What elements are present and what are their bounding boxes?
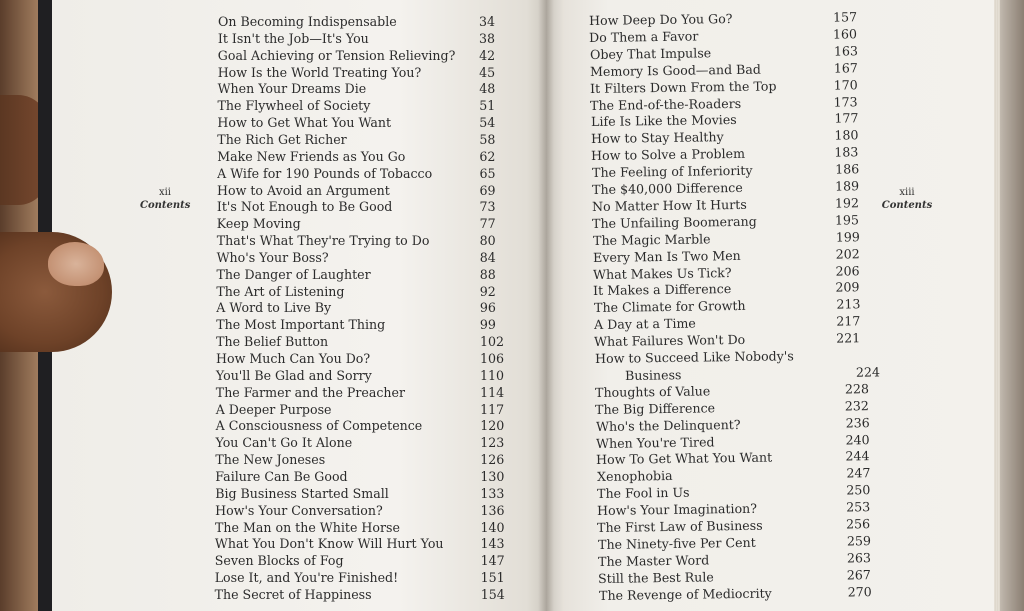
toc-entry-title: The Belief Button — [216, 334, 329, 350]
toc-entry-title: The $40,000 Difference — [591, 179, 743, 197]
toc-entry-page: 58 — [479, 131, 496, 147]
toc-entry-page: 192 — [834, 195, 860, 211]
toc-entry-title: Xenophobia — [596, 468, 673, 485]
toc-entry-page: 126 — [480, 452, 505, 468]
toc-entry-title: The Big Difference — [595, 400, 716, 417]
left-page-number: xii — [158, 187, 172, 198]
toc-entry-page: 267 — [846, 566, 872, 583]
toc-entry-page: 236 — [845, 414, 870, 431]
toc-entry-title: How to Solve a Problem — [591, 146, 746, 164]
toc-entry-title: How To Get What You Want — [596, 449, 773, 468]
toc-entry-page: 54 — [479, 115, 496, 131]
toc-entry-page: 270 — [847, 583, 872, 600]
toc-entry-title: It Filters Down From the Top — [590, 77, 777, 96]
toc-entry-title: Obey That Impulse — [589, 45, 711, 62]
toc-entry-title: What Makes Us Tick? — [593, 264, 732, 282]
toc-entry-title: The Secret of Happiness — [214, 586, 372, 602]
left-running-head: Contents — [140, 200, 191, 211]
toc-entry-title: When Your Dreams Die — [217, 81, 367, 97]
toc-entry-page: 106 — [480, 351, 505, 366]
toc-entry-page: 77 — [479, 216, 496, 232]
toc-entry-page: 114 — [480, 384, 505, 400]
toc-entry-page: 247 — [845, 465, 871, 481]
toc-entry-title: How's Your Conversation? — [215, 502, 383, 518]
toc-entry-title: How Much Can You Do? — [216, 351, 371, 366]
toc-entry-page: 209 — [835, 279, 861, 296]
toc-entry-title: Make New Friends as You Go — [217, 148, 406, 164]
toc-entry-page: 140 — [480, 519, 505, 535]
toc-entry-title: The First Law of Business — [597, 517, 764, 535]
toc-entry-title: The Unfailing Boomerang — [592, 213, 758, 231]
toc-entry-title: The Most Important Thing — [216, 317, 386, 333]
toc-entry-title: Goal Achieving or Tension Relieving? — [217, 47, 456, 63]
toc-entry-title: The End-of-the-Roaders — [590, 95, 742, 113]
toc-entry-page: 228 — [844, 380, 870, 397]
toc-entry-page: 195 — [835, 212, 860, 228]
toc-entry-title: It Isn't the Job—It's You — [217, 30, 369, 46]
toc-entry-page: 110 — [480, 367, 505, 383]
toc-entry-page: 163 — [833, 43, 858, 59]
right-running-head: Contents — [881, 200, 933, 211]
toc-entry-page: 45 — [479, 64, 496, 80]
toc-entry-page: 202 — [835, 245, 860, 262]
toc-entry-title: The Rich Get Richer — [217, 131, 347, 147]
toc-entry-title: Who's the Delinquent? — [595, 416, 741, 434]
toc-entry-title: The Climate for Growth — [593, 298, 746, 316]
toc-entry-title: A Consciousness of Competence — [215, 418, 423, 434]
toc-entry-page: 42 — [479, 47, 496, 63]
toc-entry-page: 167 — [833, 59, 858, 76]
toc-entry-page: 92 — [479, 283, 496, 299]
toc-entry-title: Business — [624, 367, 682, 383]
toc-entry-title: How Is the World Treating You? — [217, 64, 422, 80]
toc-entry-page: 253 — [846, 499, 871, 515]
toc-entry-title: Failure Can Be Good — [215, 468, 348, 484]
toc-entry-title: How Deep Do You Go? — [589, 10, 733, 28]
toc-entry-page: 102 — [479, 334, 504, 350]
toc-entry-title: You Can't Go It Alone — [215, 435, 353, 451]
toc-entry-page: 123 — [480, 435, 505, 451]
toc-entry-title: The Master Word — [597, 552, 710, 569]
toc-entry-page: 65 — [479, 165, 496, 181]
toc-entry-title: The Ninety-five Per Cent — [597, 534, 756, 552]
toc-entry-page: 73 — [479, 199, 496, 215]
toc-entry-title: A Day at a Time — [594, 315, 696, 333]
toc-entry-title: Lose It, and You're Finished! — [214, 570, 399, 586]
toc-entry-page: 117 — [480, 401, 505, 417]
toc-entry-title: It's Not Enough to Be Good — [216, 199, 393, 215]
toc-entry-page: 240 — [845, 431, 870, 448]
toc-entry-page: 263 — [846, 549, 871, 566]
toc-entry-page: 170 — [833, 76, 858, 93]
toc-entry-page: 88 — [479, 266, 496, 282]
toc-entry-title: The Fool in Us — [596, 484, 690, 502]
toc-entry-title: How's Your Imagination? — [597, 500, 758, 519]
toc-entry-title: Still the Best Rule — [598, 569, 715, 586]
toc-entry-title: Seven Blocks of Fog — [214, 553, 344, 569]
toc-entry-page: 160 — [833, 26, 858, 42]
toc-entry-title: You'll Be Glad and Sorry — [215, 367, 372, 383]
toc-entry-page: 256 — [846, 516, 871, 532]
toc-entry-title: The Danger of Laughter — [216, 266, 371, 282]
toc-entry-title: What You Don't Know Will Hurt You — [214, 536, 444, 552]
toc-entry-title: The Flywheel of Society — [217, 98, 371, 114]
toc-entry-title: The Magic Marble — [592, 231, 711, 248]
toc-entry-title: Thoughts of Value — [595, 383, 711, 400]
toc-entry-page: 69 — [479, 182, 496, 198]
toc-entry-page: 177 — [834, 110, 859, 126]
toc-entry-page: 136 — [480, 502, 505, 518]
toc-entry-page: 120 — [480, 418, 505, 434]
toc-entry-page: 84 — [479, 249, 496, 265]
toc-entry-page: 151 — [480, 570, 505, 586]
toc-entry-title: How to Avoid an Argument — [217, 182, 390, 198]
toc-entry-page: 244 — [845, 448, 870, 464]
toc-entry-title: Who's Your Boss? — [216, 249, 329, 265]
toc-entry-title: Life Is Like the Movies — [590, 112, 737, 130]
toc-entry-title: Do Them a Favor — [589, 28, 699, 45]
toc-entry-page: 221 — [836, 330, 861, 346]
toc-entry-title: It Makes a Difference — [593, 281, 732, 299]
toc-entry-page: 130 — [480, 468, 505, 484]
toc-entry-page: 143 — [480, 536, 505, 552]
toc-entry-page: 157 — [832, 9, 858, 25]
toc-entry-title: How to Get What You Want — [217, 115, 392, 131]
toc-entry-page: 154 — [480, 586, 505, 602]
toc-entry-title: A Wife for 190 Pounds of Tobacco — [217, 165, 433, 181]
toc-entry-title: A Deeper Purpose — [215, 401, 332, 417]
toc-entry-title: On Becoming Indispensable — [218, 14, 397, 29]
toc-entry-page: 38 — [479, 30, 496, 46]
toc-entry-title: Every Man Is Two Men — [592, 247, 741, 265]
toc-entry-page: 199 — [835, 228, 860, 245]
toc-entry-page: 48 — [479, 81, 496, 97]
toc-entry-title: How to Stay Healthy — [590, 129, 724, 147]
toc-entry-title: The Revenge of Mediocrity — [598, 585, 772, 603]
toc-entry-page: 80 — [479, 233, 496, 249]
toc-entry-page: 133 — [480, 485, 505, 501]
toc-entry-title: Keep Moving — [216, 216, 301, 232]
right-page-number: xiii — [899, 187, 915, 198]
toc-entry-page: 224 — [855, 364, 880, 380]
toc-entry-title: When You're Tired — [596, 433, 715, 451]
toc-entry-page: 189 — [834, 178, 860, 194]
toc-entry-page: 213 — [836, 296, 861, 312]
toc-entry-page: 217 — [836, 313, 861, 329]
toc-entry-page: 180 — [834, 127, 859, 143]
toc-entry-page: 96 — [479, 300, 496, 316]
toc-entry-title: The Art of Listening — [216, 283, 345, 299]
toc-entry-page: 186 — [834, 161, 859, 177]
toc-entry-page: 250 — [845, 482, 871, 498]
toc-entry-page: 62 — [479, 148, 496, 164]
toc-entry-title: The Man on the White Horse — [215, 519, 400, 535]
toc-entry-page: 183 — [834, 144, 859, 160]
toc-entry-page: 34 — [479, 14, 496, 29]
toc-entry-page: 259 — [846, 533, 871, 549]
toc-entry-title: The Farmer and the Preacher — [215, 384, 405, 400]
page-edges — [994, 0, 1000, 611]
toc-entry-title: Memory Is Good—and Bad — [589, 61, 761, 79]
toc-entry-title: That's What They're Trying to Do — [216, 233, 430, 249]
toc-entry-title: How to Succeed Like Nobody's — [594, 348, 794, 366]
toc-entry-page: 147 — [480, 553, 505, 569]
toc-entry-page: 51 — [479, 98, 496, 114]
toc-entry-page: 206 — [835, 262, 860, 279]
toc-entry-page: 232 — [845, 397, 870, 414]
toc-entry-title: What Failures Won't Do — [594, 331, 746, 350]
toc-entry-title: No Matter How It Hurts — [592, 196, 747, 214]
toc-entry-title: Big Business Started Small — [215, 485, 389, 501]
toc-entry-page: 173 — [833, 93, 859, 110]
toc-entry-title: The Feeling of Inferiority — [591, 162, 753, 181]
toc-entry-title: The New Joneses — [215, 452, 326, 468]
toc-entry-title: A Word to Live By — [216, 300, 332, 316]
toc-entry-page: 99 — [479, 317, 496, 333]
